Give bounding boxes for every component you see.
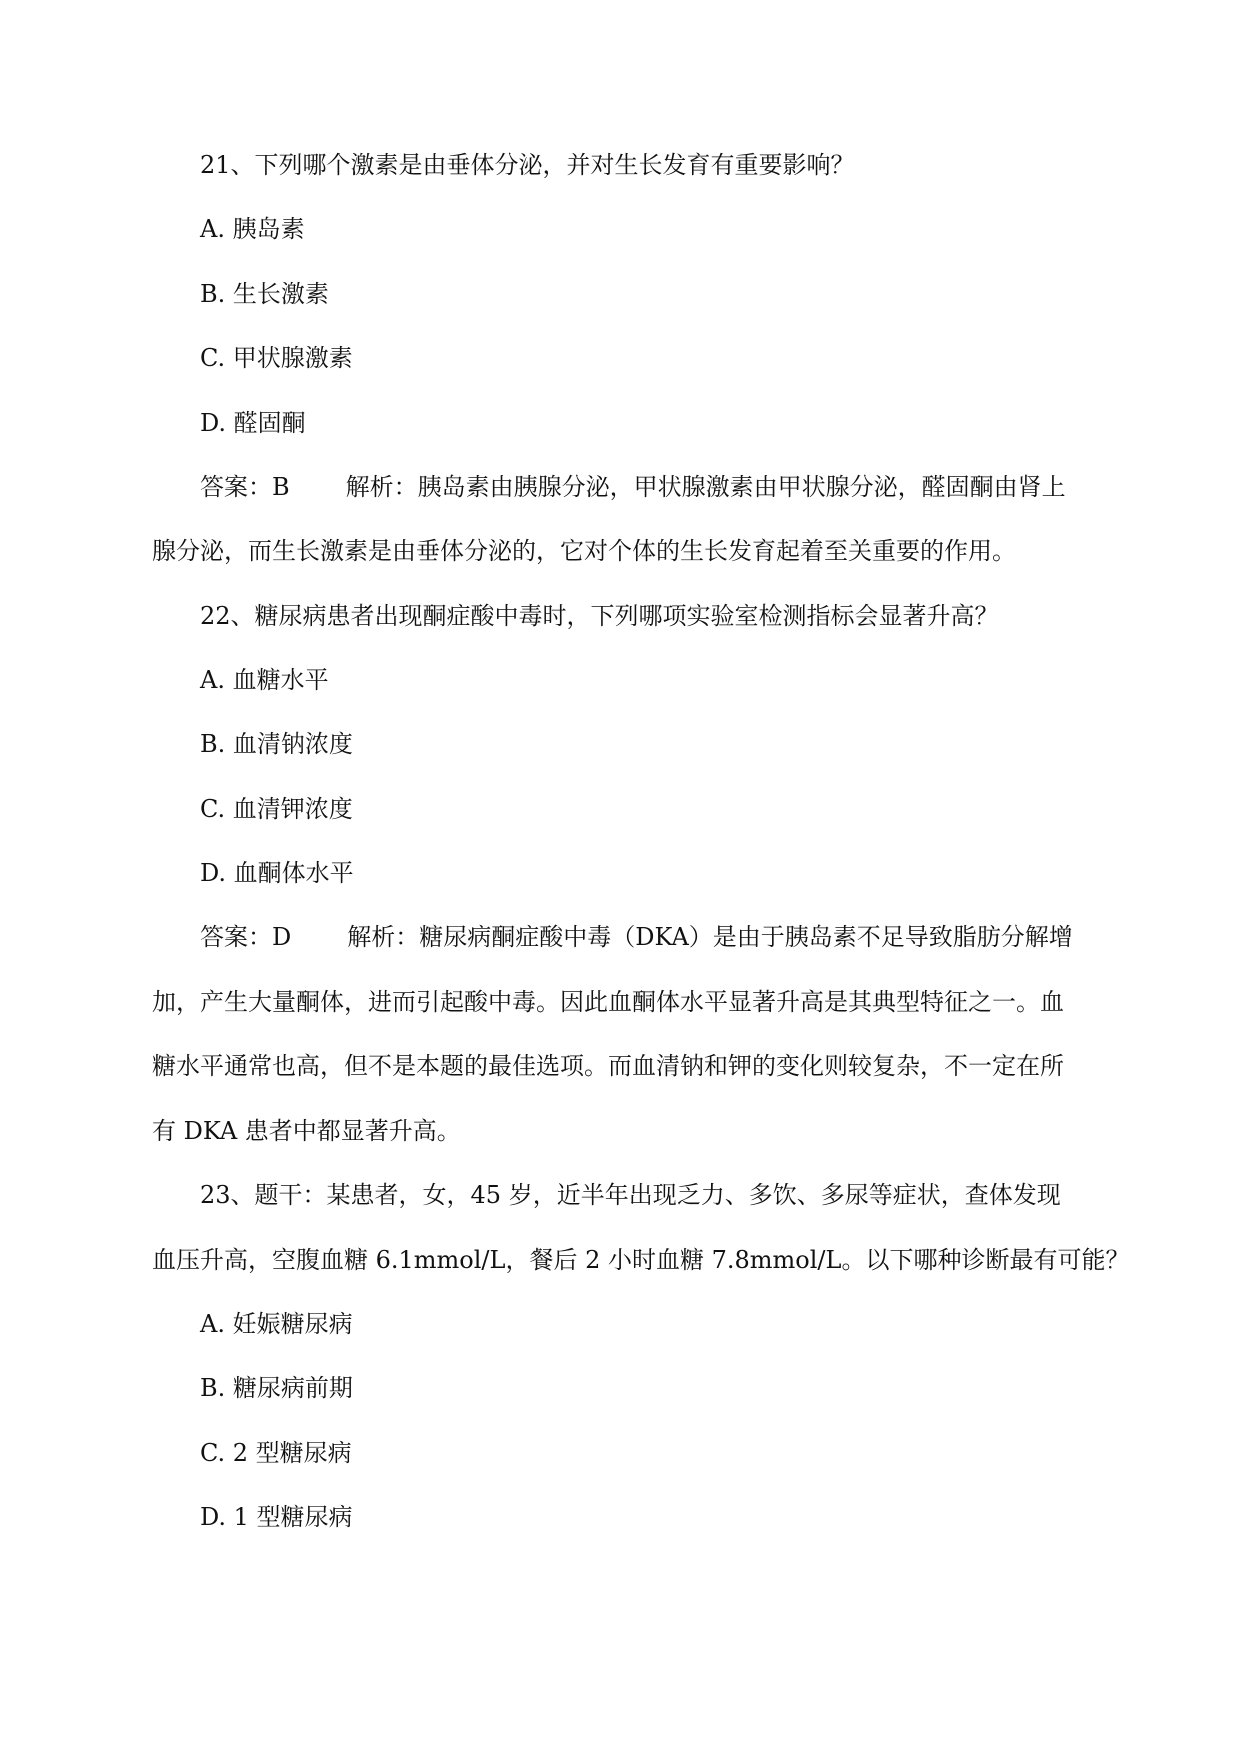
question-22-analysis-continued-1: 加，产生大量酮体，进而引起酸中毒。因此血酮体水平显著升高是其典型特征之一。血 (152, 988, 1064, 1016)
question-21-analysis-continued: 腺分泌，而生长激素是由垂体分泌的，它对个体的生长发育起着至关重要的作用。 (152, 537, 1016, 565)
question-22-option-d: D. 血酮体水平 (200, 859, 354, 887)
question-21-answer: 答案：B (200, 473, 290, 501)
question-22-stem: 22、糖尿病患者出现酮症酸中毒时，下列哪项实验室检测指标会显著升高？ (200, 602, 999, 630)
question-21-option-d: D. 醛固酮 (200, 409, 306, 437)
question-22-answer-line (200, 922, 1073, 952)
question-21-option-c: C. 甲状腺激素 (200, 344, 353, 372)
question-23-option-d: D. 1 型糖尿病 (200, 1503, 353, 1531)
question-22-option-a: A. 血糖水平 (200, 666, 329, 694)
question-21-option-b: B. 生长激素 (200, 280, 329, 308)
question-22-answer: 答案：D (200, 923, 292, 951)
question-21-answer-line (200, 472, 1066, 502)
question-21-option-a: A. 胰岛素 (200, 215, 305, 243)
question-22-analysis-continued-2: 糖水平通常也高，但不是本题的最佳选项。而血清钠和钾的变化则较复杂，不一定在所 (152, 1052, 1064, 1080)
question-22-option-b: B. 血清钠浓度 (200, 730, 353, 758)
question-22-option-c: C. 血清钾浓度 (200, 795, 353, 823)
question-22-analysis: 解析：糖尿病酮症酸中毒（DKA）是由于胰岛素不足导致脂肪分解增 (347, 923, 1073, 951)
question-23-stem: 23、题干：某患者，女，45 岁，近半年出现乏力、多饮、多尿等症状，查体发现 (200, 1181, 1061, 1209)
question-23-option-c: C. 2 型糖尿病 (200, 1439, 352, 1467)
question-23-option-a: A. 妊娠糖尿病 (200, 1310, 353, 1338)
question-21-stem: 21、下列哪个激素是由垂体分泌，并对生长发育有重要影响？ (200, 151, 855, 179)
question-23-option-b: B. 糖尿病前期 (200, 1374, 353, 1402)
question-21-analysis: 解析：胰岛素由胰腺分泌，甲状腺激素由甲状腺分泌，醛固酮由肾上 (345, 473, 1066, 501)
question-22-analysis-continued-3: 有 DKA 患者中都显著升高。 (152, 1117, 461, 1145)
question-23-stem-continued: 血压升高，空腹血糖 6.1mmol/L，餐后 2 小时血糖 7.8mmol/L。以下哪种诊断最有可能？ (152, 1246, 1130, 1274)
